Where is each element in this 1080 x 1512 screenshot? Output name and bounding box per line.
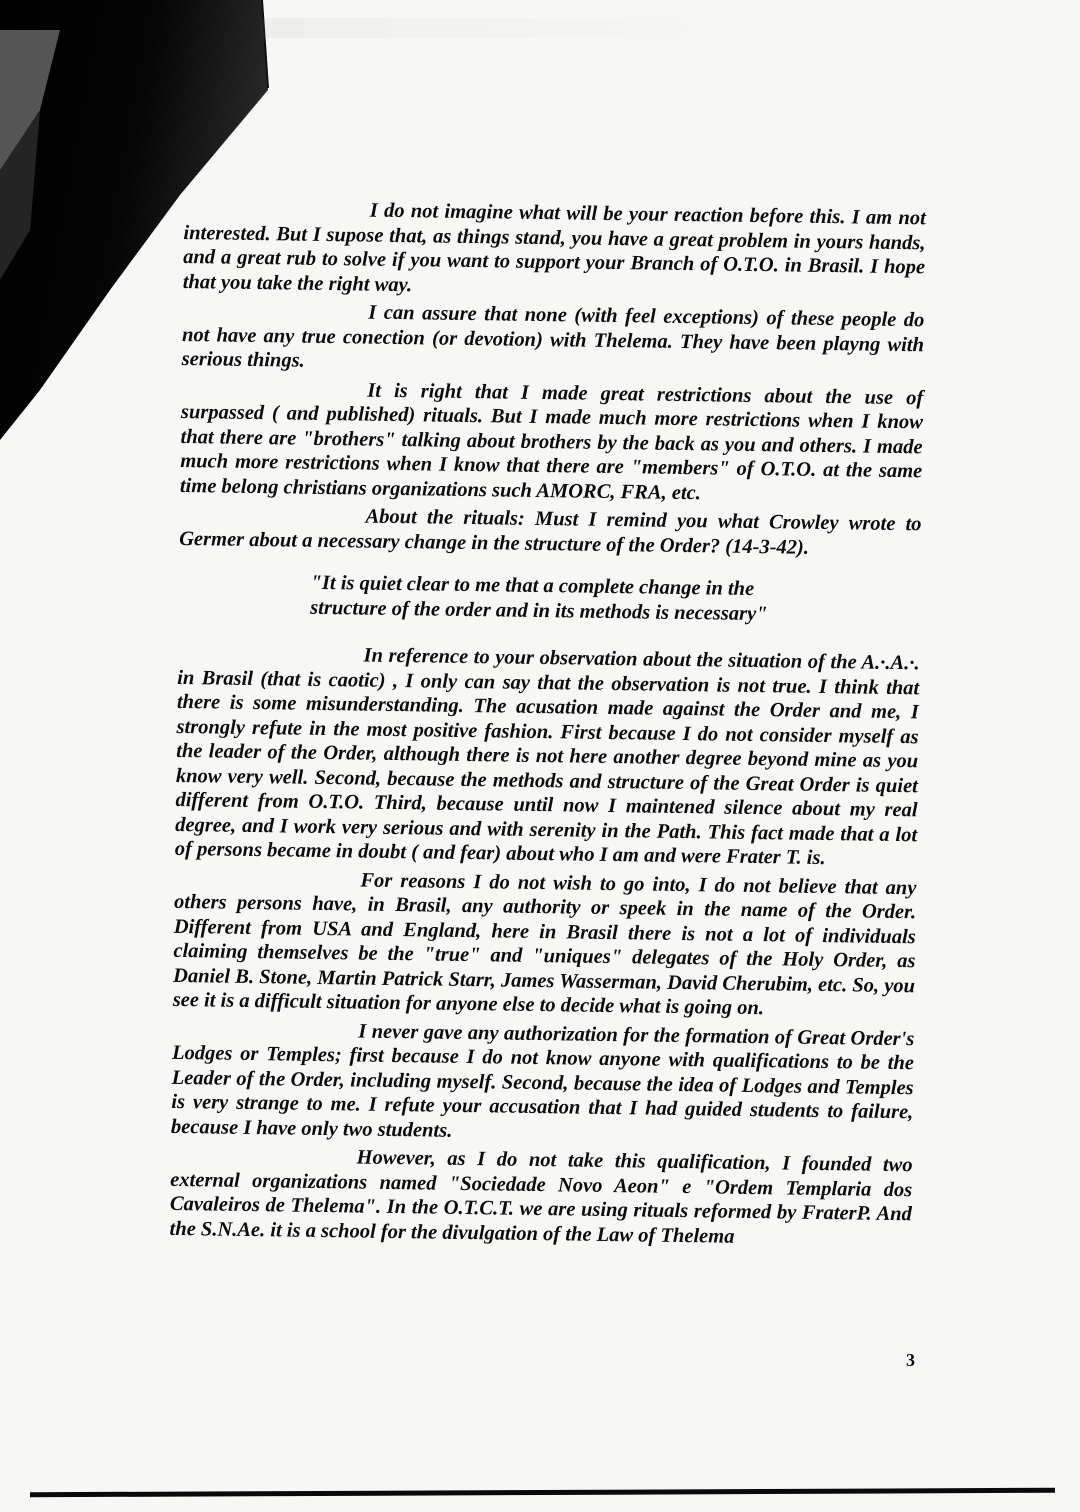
paragraph: In reference to your observation about the situation of the A.·.A.·. in Brasil (that is caotic) , I only can say that the observation is not true. I think that there is some misunderstanding. The acusation made against the Order and me, I strongly refute in the most positive fashion. First because I do not consider myself as the leader of the Order, although there is not here another degree beyond mine as you know very well. Second, because the methods and structure of the Great Order is quiet different from O.T.O. Third, because until now I maintened silence about my real degree, and I work very serious and with serenity in the Path. This fact made that a lot of persons became in doubt ( and fear) about who I am and were Frater T. is.: [174, 644, 920, 870]
page-number: 3: [906, 1350, 915, 1370]
crowley-quote: "It is quiet clear to me that a complete change in the structure of the order and in its methods is necessary": [310, 571, 768, 626]
paragraph: For reasons I do not wish to go into, I do not believe that any others persons have, in Brasil, any authority or speek in the name of the Order. Different from USA and England, here in Brasil there is not a lot of individuals claiming themselves be the "true" and "uniques" delegates of the Holy Order, as Daniel B. Stone, Martin Patrick Starr, James Wasserman, David Cherubim, etc. So, you see it is a difficult situation for anyone else to decide what is going on.: [172, 869, 917, 1020]
paragraph: It is right that I made great restrictions about the use of surpassed ( and published) rituals. But I made much more restrictions when I know that there are "brothers" talking about brothers by the back as you and others. I made much more restrictions when I know that there are "members" of O.T.O. at the same time belong christians organizations such AMORC, FRA, etc.: [179, 379, 924, 504]
paragraph: I can assure that none (with feel exceptions) of these people do not have any true conection (or devotion) with Thelema. They have been playng with serious things.: [181, 301, 925, 372]
paragraph: I do not imagine what will be your reaction before this. I am not interested. But I supose that, as things stand, you have a great problem in yours hands, and a great rub to solve if you want to support your Branch of O.T.O. in Brasil. I hope that you take the right way.: [182, 199, 926, 296]
paragraph: About the rituals: Must I remind you what Crowley wrote to Germer about a necessary change in the structure of the Order? (14-3-42).: [179, 505, 922, 559]
paragraph: However, as I do not take this qualification, I founded two external organizations named "Sociedade Novo Aeon" e "Ordem Templaria dos Cavaleiros de Thelema". In the O.T.C.T. we are using rituals reformed by FraterP. And the S.N.Ae. it is a school for the divulgation of the Law of Thelema: [169, 1146, 913, 1248]
letter-body: [169, 196, 926, 1255]
paragraph: I never gave any authorization for the formation of Great Order's Lodges or Temples; first because I do not know anyone with qualifications to be the Leader of the Order, including myself. Second, because the idea of Lodges and Temples is very strange to me. I refute your accusation that I had guided students to failure, because I have only two students.: [170, 1020, 915, 1142]
